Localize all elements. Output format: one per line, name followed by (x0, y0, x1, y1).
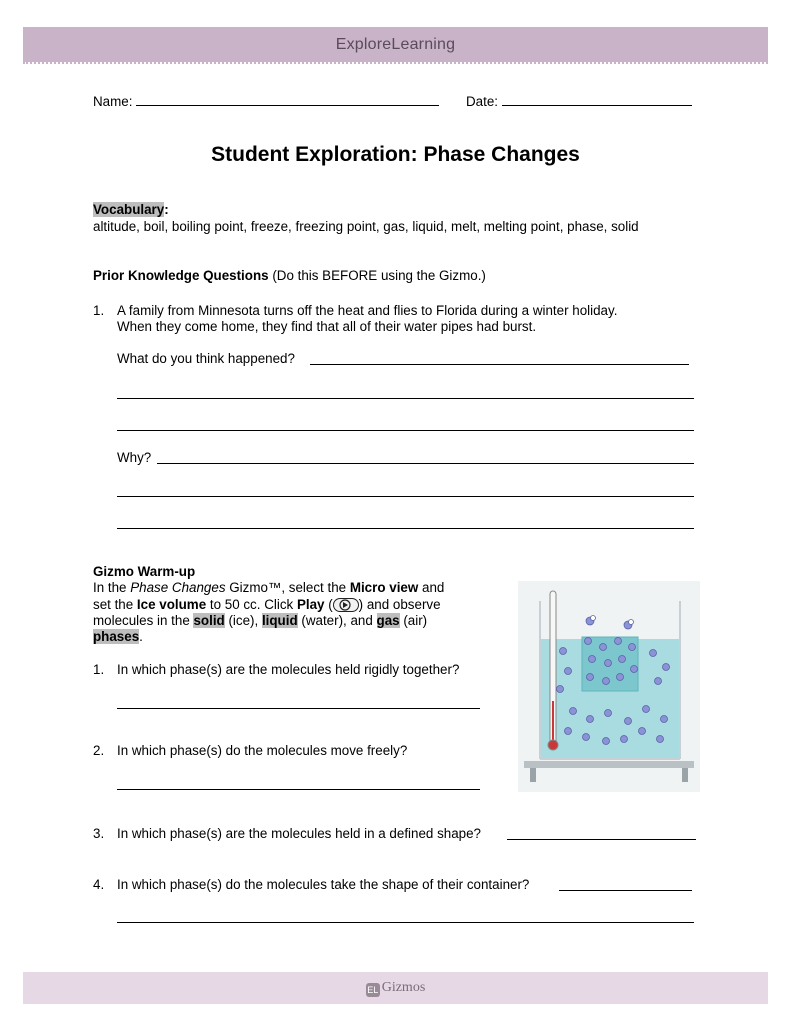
page-title: Student Exploration: Phase Changes (211, 143, 580, 166)
pk-q1-why: Why? (117, 450, 152, 465)
solid-term: solid (193, 613, 225, 628)
warmup-line-4 (93, 629, 143, 644)
warmup-q1-answer-line[interactable] (117, 708, 480, 709)
stand-leg (530, 768, 536, 782)
warmup-q4-number: 4. (93, 877, 105, 892)
thermometer-bulb (548, 740, 558, 750)
gizmo-name: Phase Changes (130, 580, 226, 595)
pk-q1-answer-line[interactable] (117, 430, 694, 431)
pk-q1-line1: A family from Minnesota turns off the heat and flies to Florida during a winter holiday. (117, 303, 618, 318)
explorelearning-logo: ExploreLearning (335, 36, 456, 53)
pk-q1-number: 1. (93, 303, 105, 318)
beaker-svg (518, 581, 700, 792)
vocabulary-heading (93, 202, 169, 217)
gizmos-logo-text: Gizmos (381, 980, 426, 995)
text: set the (93, 597, 137, 612)
warmup-q4-text: In which phase(s) do the molecules take the shape of their container? (117, 877, 530, 892)
gizmos-logo-icon: EL (367, 985, 379, 995)
vocabulary-terms: altitude, boil, boiling point, freeze, freezing point, gas, liquid, melt, melting point, phase, solid (93, 219, 639, 234)
warmup-q1-number: 1. (93, 662, 105, 677)
warmup-q4-answer-line[interactable] (559, 890, 692, 891)
pk-q1-prompt: What do you think happened? (117, 351, 295, 366)
warmup-q3-text: In which phase(s) are the molecules held in a defined shape? (117, 826, 482, 841)
play-icon (333, 598, 359, 612)
play-term: Play (296, 597, 325, 612)
warmup-line-3 (93, 613, 427, 628)
gas-term: gas (376, 613, 400, 628)
warmup-heading (93, 564, 195, 579)
text: molecules in the (93, 613, 194, 628)
text: In the (93, 580, 131, 595)
text: (water), and (297, 613, 377, 628)
warmup-q2-number: 2. (93, 743, 105, 758)
warmup-line-2 (93, 597, 441, 612)
name-label: Name: (93, 94, 133, 109)
gizmos-logo (0, 980, 791, 997)
text: and (418, 580, 445, 595)
phases-term: phases (93, 629, 140, 644)
warmup-line-1 (93, 580, 444, 595)
name-row (93, 94, 439, 109)
warmup-q2-answer-line[interactable] (117, 789, 480, 790)
phase-changes-illustration (518, 581, 700, 792)
text: ) and observe (358, 597, 441, 612)
stand-leg (682, 768, 688, 782)
pk-why-answer-line[interactable] (117, 528, 694, 529)
pk-why-answer-line[interactable] (157, 463, 694, 464)
warmup-heading-text: Gizmo Warm-up (93, 564, 196, 579)
vocabulary-colon: : (164, 202, 169, 217)
date-field[interactable] (502, 94, 692, 106)
warmup-q1-text: In which phase(s) are the molecules held rigidly together? (117, 662, 460, 677)
warmup-q4-answer-line[interactable] (117, 922, 694, 923)
prior-knowledge-heading (93, 268, 486, 283)
pk-q1-line2: When they come home, they find that all of their water pipes had burst. (117, 319, 537, 334)
date-label: Date: (466, 94, 499, 109)
vocabulary-label: Vocabulary (93, 202, 165, 217)
text: ( (324, 597, 333, 612)
prior-knowledge-note: (Do this BEFORE using the Gizmo.) (268, 268, 486, 283)
pk-why-answer-line[interactable] (117, 496, 694, 497)
warmup-q3-number: 3. (93, 826, 105, 841)
header-divider (23, 62, 768, 64)
ice-volume-term: Ice volume (136, 597, 207, 612)
warmup-q3-answer-line[interactable] (507, 839, 696, 840)
text: . (139, 629, 143, 644)
text: Gizmo™, select the (225, 580, 350, 595)
warmup-q2-text: In which phase(s) do the molecules move freely? (117, 743, 408, 758)
name-field[interactable] (136, 94, 439, 106)
text: (ice), (224, 613, 262, 628)
text: (air) (399, 613, 428, 628)
pk-q1-answer-line[interactable] (117, 398, 694, 399)
pk-q1-answer-line[interactable] (310, 364, 689, 365)
date-row (466, 94, 692, 109)
micro-view-term: Micro view (349, 580, 419, 595)
text: to 50 cc. Click (206, 597, 297, 612)
stand-top (524, 761, 694, 768)
prior-knowledge-label: Prior Knowledge Questions (93, 268, 269, 283)
liquid-term: liquid (261, 613, 298, 628)
